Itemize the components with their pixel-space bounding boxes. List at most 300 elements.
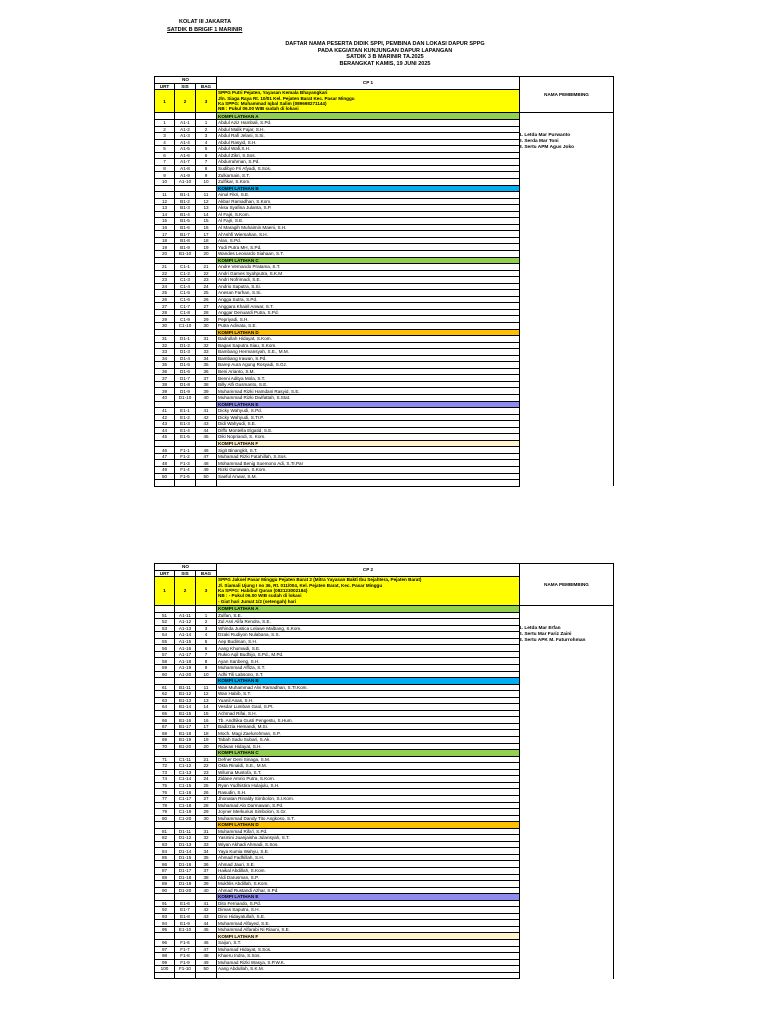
- sis-cell: A1-10: [175, 178, 196, 185]
- sis-cell: A1-1: [175, 120, 196, 127]
- bag-cell: 33: [196, 841, 217, 848]
- student-name-cell: Wiluma Mustofa, S.T.: [217, 769, 520, 776]
- student-name-cell: Benni Aditya Mola, S.T.: [217, 375, 520, 382]
- student-name-cell: Diki Nopriandi, S. Kom.: [217, 434, 520, 441]
- group-label: KOMPI LATIHAN D: [217, 329, 520, 336]
- urt-cell: 39: [155, 388, 175, 395]
- urt-cell: 53: [155, 625, 175, 632]
- no-header: NO: [155, 564, 217, 571]
- urt-cell: 84: [155, 848, 175, 855]
- urt-cell: 80: [155, 815, 175, 822]
- bag-cell: 28: [196, 802, 217, 809]
- bag-cell: 41: [196, 408, 217, 415]
- bag-cell: 9: [196, 172, 217, 179]
- urt-cell: 66: [155, 717, 175, 724]
- bag-cell: 43: [196, 913, 217, 920]
- sis-cell: A1-5: [175, 146, 196, 153]
- location-info-line: SPPG Jaksel Pasar Minggu Pejaten Barat 2 (Mitra Yayasan Bakti Ibu Sejahtera, Pejaten Barat): [218, 577, 422, 583]
- student-name-cell: Ainul Fikri, S.E.: [217, 192, 520, 199]
- student-name-cell: Billy Alfi Gusmanto, S.E.: [217, 381, 520, 388]
- bag-cell: 37: [196, 867, 217, 874]
- urt-cell: 90: [155, 887, 175, 894]
- urt-cell: 59: [155, 665, 175, 672]
- bag-cell: 27: [196, 303, 217, 310]
- sis-cell: D1-1: [175, 336, 196, 343]
- student-name-cell: Muhammad Alfayed, S.E.: [217, 920, 520, 927]
- student-name-cell: Bambang Irawan, S.Pd.: [217, 355, 520, 362]
- sis-cell: C1-14: [175, 776, 196, 783]
- urt-cell: 7: [155, 159, 175, 166]
- blank-cell: [175, 480, 196, 487]
- urt-cell: 94: [155, 920, 175, 927]
- location-info-line: Jln. Siaga Raya Rt. 10/01 Kel. Pejaten Barat Kec. Pasar Minggu: [218, 95, 355, 101]
- bag-cell: 32: [196, 342, 217, 349]
- sis-cell: B1-10: [175, 250, 196, 257]
- student-name-cell: Dzaki Rudiyon Nulabana, S.S.: [217, 632, 520, 639]
- bag-cell: 33: [196, 349, 217, 356]
- student-name-cell: Muhamad Rizki Fatahillah, S.Sos.: [217, 453, 520, 460]
- sis-cell: B1-17: [175, 723, 196, 730]
- bag-cell: 12: [196, 691, 217, 698]
- sis-cell: D1-8: [175, 381, 196, 388]
- blank-cell: [520, 480, 614, 487]
- urt-cell: 33: [155, 349, 175, 356]
- sis-cell: B1-14: [175, 704, 196, 711]
- bag-cell: 30: [196, 322, 217, 329]
- sis-cell: A1-17: [175, 651, 196, 658]
- bag-cell: 40: [196, 395, 217, 402]
- bag-cell: 45: [196, 434, 217, 441]
- sis-cell: C1-20: [175, 815, 196, 822]
- student-name-cell: Bambang Hermansyah, S.E., M.M.: [217, 349, 520, 356]
- sis-cell: F1-7: [175, 946, 196, 953]
- bag-cell: 49: [196, 467, 217, 474]
- bag-cell: 2: [196, 126, 217, 133]
- pembimbing-list: [519, 133, 574, 151]
- location-info-line: Ka SPPG: Muhammad Iqbal Salim (089698271144): [218, 100, 327, 106]
- urt-cell: 74: [155, 776, 175, 783]
- urt-cell: 50: [155, 473, 175, 480]
- bag-cell: 31: [196, 828, 217, 835]
- student-name-cell: Andrio Saputra, S.Si.: [217, 283, 520, 290]
- sis-cell: C1-1: [175, 264, 196, 271]
- bag-cell: 3: [196, 625, 217, 632]
- student-name-cell: Saijun, S.T.: [217, 939, 520, 946]
- info-number: 3: [196, 90, 217, 113]
- sis-cell: E1-10: [175, 926, 196, 933]
- sis-cell: A1-16: [175, 645, 196, 652]
- sis-cell: E1-6: [175, 900, 196, 907]
- sis-cell: D1-16: [175, 861, 196, 868]
- urt-cell: 51: [155, 612, 175, 619]
- urt-cell: 62: [155, 691, 175, 698]
- cp-header: CP 1: [217, 77, 520, 90]
- title-line: PADA KEGIATAN KUNJUNGAN DAPUR LAPANGAN: [317, 47, 453, 54]
- student-name-cell: Okta Rinaldi, S.E., M.M.: [217, 763, 520, 770]
- sis-cell: B1-11: [175, 684, 196, 691]
- sis-cell: A1-7: [175, 159, 196, 166]
- pembimbing-header: NAMA PEMBIMBING: [520, 77, 614, 113]
- urt-cell: 56: [155, 645, 175, 652]
- urt-cell: 92: [155, 907, 175, 914]
- urt-cell: 60: [155, 671, 175, 678]
- urt-cell: 71: [155, 756, 175, 763]
- sis-cell: E1-5: [175, 434, 196, 441]
- bag-cell: 17: [196, 723, 217, 730]
- location-info: [217, 90, 520, 113]
- student-name-cell: Muhamad Hidayat, S.Sos.: [217, 946, 520, 953]
- student-name-cell: Dito Fernando, S.Pd.: [217, 900, 520, 907]
- bag-cell: 21: [196, 264, 217, 271]
- sis-cell: F1-9: [175, 959, 196, 966]
- bag-cell: 16: [196, 224, 217, 231]
- urt-cell: 95: [155, 926, 175, 933]
- sis-cell: D1-7: [175, 375, 196, 382]
- urt-cell: 25: [155, 290, 175, 297]
- bag-cell: 50: [196, 966, 217, 973]
- student-name-cell: Abdul Aziz Hambali, S.Pd.: [217, 120, 520, 127]
- bag-cell: 17: [196, 231, 217, 238]
- group-label: KOMPI LATIHAN D: [217, 822, 520, 829]
- bag-cell: 47: [196, 453, 217, 460]
- urt-cell: 52: [155, 619, 175, 626]
- pembimbing-name: 3. Sertu APK M. Faturrohman: [519, 638, 586, 643]
- bag-cell: 41: [196, 900, 217, 907]
- student-name-cell: Alan, S.Pd.: [217, 237, 520, 244]
- bag-cell: 50: [196, 473, 217, 480]
- urt-cell: 1: [155, 120, 175, 127]
- urt-cell: 24: [155, 283, 175, 290]
- sis-cell: B1-9: [175, 244, 196, 251]
- urt-cell: 43: [155, 421, 175, 428]
- blank-cell: [196, 972, 217, 979]
- student-name-cell: Muhammad Dandy Tito Angkoso, S.T.: [217, 815, 520, 822]
- urt-cell: 64: [155, 704, 175, 711]
- sis-cell: D1-15: [175, 854, 196, 861]
- urt-cell: 41: [155, 408, 175, 415]
- bag-cell: 42: [196, 414, 217, 421]
- urt-cell: 35: [155, 362, 175, 369]
- student-name-cell: Beni Arianto, S.M.: [217, 368, 520, 375]
- student-name-cell: Zulfikar, S.Kom.: [217, 178, 520, 185]
- bag-cell: 27: [196, 795, 217, 802]
- location-info-line: NB : - Pukul 06.00 WIB sudah di lokasi: [218, 593, 302, 599]
- sis-cell: B1-7: [175, 231, 196, 238]
- student-name-cell: Al Fajri, S.E.: [217, 218, 520, 225]
- bag-cell: 34: [196, 355, 217, 362]
- bag-cell: 36: [196, 368, 217, 375]
- urt-cell: 78: [155, 802, 175, 809]
- bag-cell: 10: [196, 178, 217, 185]
- student-name-cell: Al'Ashfi Wiersahan, S.H.: [217, 231, 520, 238]
- location-info: [217, 577, 520, 606]
- title-line: BERANGKAT KAMIS, 19 JUNI 2025: [339, 60, 431, 67]
- sis-cell: F1-4: [175, 467, 196, 474]
- student-name-cell: Rasudin, S.H.: [217, 789, 520, 796]
- bag-cell: 20: [196, 250, 217, 257]
- urt-cell: 79: [155, 809, 175, 816]
- group-label: KOMPI LATIHAN A: [217, 113, 520, 120]
- bag-cell: 46: [196, 939, 217, 946]
- student-name-cell: Badizzia Hemandi, M.Si.: [217, 723, 520, 730]
- bag-cell: 6: [196, 645, 217, 652]
- sis-cell: D1-18: [175, 874, 196, 881]
- urt-cell: 34: [155, 355, 175, 362]
- student-name-cell: Zulkarnain, S.T.: [217, 172, 520, 179]
- bag-cell: 10: [196, 671, 217, 678]
- bag-cell: 13: [196, 697, 217, 704]
- pembimbing-name: 1. Letda Mar Purwanto: [519, 133, 571, 138]
- urt-cell: 44: [155, 427, 175, 434]
- location-info-line: Jl. Siamali Ujung I no 36, Rt. 011/004, Kel. Pejaten Barat, Kec. Pasar Minggu: [218, 582, 383, 588]
- urt-cell: 31: [155, 336, 175, 343]
- sis-cell: B1-15: [175, 710, 196, 717]
- urt-cell: 2: [155, 126, 175, 133]
- student-name-cell: Didi Wahyudi, S.E.: [217, 421, 520, 428]
- student-name-cell: Wan Muhammad Alvi Ramadhan, S.Tr.Kom.: [217, 684, 520, 691]
- student-name-cell: Vesdar Lumban Gaol, S.Pt.: [217, 704, 520, 711]
- bag-cell: 5: [196, 638, 217, 645]
- urt-cell: 57: [155, 651, 175, 658]
- bag-cell: 30: [196, 815, 217, 822]
- student-name-cell: Angga Sutra, S.Pd.: [217, 296, 520, 303]
- bag-cell: 3: [196, 133, 217, 140]
- sis-cell: C1-6: [175, 296, 196, 303]
- urt-cell: 19: [155, 244, 175, 251]
- bag-cell: 47: [196, 946, 217, 953]
- student-name-cell: Muhammad Affiza, S.T.: [217, 665, 520, 672]
- urt-cell: 23: [155, 277, 175, 284]
- sis-cell: D1-10: [175, 395, 196, 402]
- student-name-cell: Andre Vernando Pratama, S.T.: [217, 264, 520, 271]
- group-label: KOMPI LATIHAN F: [217, 440, 520, 447]
- student-name-cell: Andri Games Syahputra, S.K.M: [217, 270, 520, 277]
- sis-cell: C1-9: [175, 316, 196, 323]
- sis-cell: E1-3: [175, 421, 196, 428]
- urt-cell: 61: [155, 684, 175, 691]
- bag-cell: 19: [196, 737, 217, 744]
- org-line-1: KOLAT III JAKARTA: [179, 19, 232, 25]
- sis-cell: B1-5: [175, 218, 196, 225]
- sis-cell: A1-18: [175, 658, 196, 665]
- bag-cell: 34: [196, 848, 217, 855]
- sis-cell: F1-3: [175, 460, 196, 467]
- blank-cell: [217, 972, 520, 979]
- location-info-line: NB : Pukul 06.00 WIB sudah di lokasi: [218, 106, 299, 112]
- sis-cell: C1-7: [175, 303, 196, 310]
- no-header: NO: [155, 77, 217, 84]
- bag-cell: 23: [196, 277, 217, 284]
- student-name-cell: Muhamad Alo Darmawan, S.Pd.: [217, 802, 520, 809]
- bag-cell: 2: [196, 619, 217, 626]
- student-name-cell: Anggar Denuardi Putra, S.Pd.: [217, 309, 520, 316]
- urt-cell: 20: [155, 250, 175, 257]
- sis-cell: E1-8: [175, 913, 196, 920]
- bag-cell: 28: [196, 309, 217, 316]
- bag-cell: 18: [196, 237, 217, 244]
- urt-cell: 65: [155, 710, 175, 717]
- bag-cell: 4: [196, 632, 217, 639]
- urt-cell: 99: [155, 959, 175, 966]
- urt-cell: 45: [155, 434, 175, 441]
- bag-cell: 22: [196, 763, 217, 770]
- urt-cell: 15: [155, 218, 175, 225]
- urt-cell: 38: [155, 381, 175, 388]
- student-name-cell: Wiyan Akhadi Ahmadi, S.Sos.: [217, 841, 520, 848]
- bag-cell: 48: [196, 953, 217, 960]
- bag-cell: 45: [196, 926, 217, 933]
- sis-cell: E1-9: [175, 920, 196, 927]
- sis-cell: D1-9: [175, 388, 196, 395]
- sis-cell: C1-10: [175, 322, 196, 329]
- student-name-cell: Rizki Gunawan, S.Kom.: [217, 467, 520, 474]
- urt-cell: 91: [155, 900, 175, 907]
- urt-cell: 42: [155, 414, 175, 421]
- col-bag-header: BAG: [196, 83, 217, 90]
- sis-cell: A1-19: [175, 665, 196, 672]
- urt-cell: 76: [155, 789, 175, 796]
- urt-cell: 67: [155, 723, 175, 730]
- info-number: 1: [155, 90, 175, 113]
- title-line: DAFTAR NAMA PESERTA DIDIK SPPI, PEMBINA DAN LOKASI DAPUR SPPG: [285, 41, 485, 47]
- student-name-cell: Saeful Anwar, S.M.: [217, 473, 520, 480]
- sis-cell: A1-6: [175, 152, 196, 159]
- sis-cell: C1-18: [175, 802, 196, 809]
- group-label: KOMPI LATIHAN C: [217, 257, 520, 264]
- bag-cell: 11: [196, 684, 217, 691]
- sis-cell: E1-1: [175, 408, 196, 415]
- bag-cell: 26: [196, 296, 217, 303]
- student-name-cell: Abdul Malik Fajar, S.H.: [217, 126, 520, 133]
- sis-cell: D1-13: [175, 841, 196, 848]
- bag-cell: 15: [196, 218, 217, 225]
- sis-cell: E1-4: [175, 427, 196, 434]
- bag-cell: 1: [196, 120, 217, 127]
- student-name-cell: Yasmini Juanjaisha Julansyah, S.T.: [217, 835, 520, 842]
- bag-cell: 37: [196, 375, 217, 382]
- student-name-cell: Aep Budiman, S.H.: [217, 638, 520, 645]
- bag-cell: 14: [196, 704, 217, 711]
- urt-cell: 63: [155, 697, 175, 704]
- bag-cell: 7: [196, 651, 217, 658]
- bag-cell: 24: [196, 283, 217, 290]
- bag-cell: 48: [196, 460, 217, 467]
- student-name-cell: Sudibyo Fri Afyadi, S.Sos.: [217, 165, 520, 172]
- sis-cell: B1-18: [175, 730, 196, 737]
- student-name-cell: Ridwan Hidayat, S.H.: [217, 743, 520, 750]
- bag-cell: 39: [196, 388, 217, 395]
- group-label: KOMPI LATIHAN E: [217, 894, 520, 901]
- pembimbing-name: 3. Sertu APM Agus Joko: [519, 145, 575, 150]
- urt-cell: 22: [155, 270, 175, 277]
- sis-cell: C1-19: [175, 809, 196, 816]
- bag-cell: 9: [196, 665, 217, 672]
- bag-cell: 4: [196, 139, 217, 146]
- pembimbing-list: [519, 626, 585, 644]
- pembimbing-name: 1. Letda Mar Erfan: [519, 626, 561, 631]
- student-name-cell: Tabah Sadu Subari, S.Ak.: [217, 737, 520, 744]
- sis-cell: C1-2: [175, 270, 196, 277]
- student-name-cell: Haikal Abdillah, S.Kom.: [217, 867, 520, 874]
- student-name-cell: Abdurrahman, S.Pd.: [217, 159, 520, 166]
- bag-cell: 22: [196, 270, 217, 277]
- sis-cell: C1-4: [175, 283, 196, 290]
- group-label: KOMPI LATIHAN F: [217, 933, 520, 940]
- sis-cell: A1-4: [175, 139, 196, 146]
- sis-cell: D1-11: [175, 828, 196, 835]
- sis-cell: A1-11: [175, 612, 196, 619]
- student-name-cell: Al Fajri, S.Kom.: [217, 211, 520, 218]
- col-sis-header: SIS: [175, 570, 196, 577]
- sis-cell: B1-3: [175, 205, 196, 212]
- sis-cell: F1-6: [175, 939, 196, 946]
- group-label: KOMPI LATIHAN B: [217, 678, 520, 685]
- urt-cell: 81: [155, 828, 175, 835]
- bag-cell: 13: [196, 205, 217, 212]
- urt-cell: 89: [155, 881, 175, 888]
- table-end-row: [155, 480, 614, 487]
- blank-cell: [155, 480, 175, 487]
- bag-cell: 1: [196, 612, 217, 619]
- bag-cell: 11: [196, 192, 217, 199]
- bag-cell: 38: [196, 874, 217, 881]
- urt-cell: 29: [155, 316, 175, 323]
- student-name-cell: Muhammad Rizki Hamdani Rasyid, S.E.: [217, 388, 520, 395]
- bag-cell: 40: [196, 887, 217, 894]
- sis-cell: B1-19: [175, 737, 196, 744]
- student-name-cell: Aang Khumaidi, S.E.: [217, 645, 520, 652]
- student-name-cell: Tb. Andhika Gusti Pengestu, S.Hum.: [217, 717, 520, 724]
- sis-cell: C1-17: [175, 795, 196, 802]
- table-end-row: [155, 972, 614, 979]
- student-name-cell: Badrullah Hidayat, S.Kom.: [217, 336, 520, 343]
- sis-cell: D1-5: [175, 362, 196, 369]
- bag-cell: 44: [196, 427, 217, 434]
- student-name-cell: Anggara Khairil Anwar, S.T.: [217, 303, 520, 310]
- urt-cell: 46: [155, 447, 175, 454]
- sis-cell: D1-14: [175, 848, 196, 855]
- urt-cell: 13: [155, 205, 175, 212]
- urt-cell: 68: [155, 730, 175, 737]
- student-name-cell: Putra Adinata, S.E.: [217, 322, 520, 329]
- urt-cell: 36: [155, 368, 175, 375]
- bag-cell: 16: [196, 717, 217, 724]
- urt-cell: 96: [155, 939, 175, 946]
- student-name-cell: Wan Habib, S.T.: [217, 691, 520, 698]
- sis-cell: A1-20: [175, 671, 196, 678]
- student-name-cell: Abdul Rasyid, S.H.: [217, 139, 520, 146]
- col-urt-header: URT: [155, 570, 175, 577]
- bag-cell: 8: [196, 165, 217, 172]
- bag-cell: 29: [196, 809, 217, 816]
- col-urt-header: URT: [155, 83, 175, 90]
- group-label: KOMPI LATIHAN E: [217, 401, 520, 408]
- student-name-cell: Dicky Wahyudi, S.Tr.P.: [217, 414, 520, 421]
- location-info-line: Ka SPPG: Habibul Quran (082123002184): [218, 587, 308, 593]
- bag-cell: 19: [196, 244, 217, 251]
- urt-cell: 97: [155, 946, 175, 953]
- student-name-cell: Defner Deni Sinaga, S.M.: [217, 756, 520, 763]
- pembimbing-name: 2. Serda Mar Toni: [519, 139, 559, 144]
- urt-cell: 9: [155, 172, 175, 179]
- sis-cell: F1-8: [175, 953, 196, 960]
- bag-cell: 35: [196, 854, 217, 861]
- col-sis-header: SIS: [175, 83, 196, 90]
- student-name-cell: Aksa Syafina Julanta, S.P.: [217, 205, 520, 212]
- location-info-line: - Giat hari Jumat 1/2 (setengah) hari: [218, 598, 297, 604]
- sis-cell: D1-2: [175, 342, 196, 349]
- urt-cell: 6: [155, 152, 175, 159]
